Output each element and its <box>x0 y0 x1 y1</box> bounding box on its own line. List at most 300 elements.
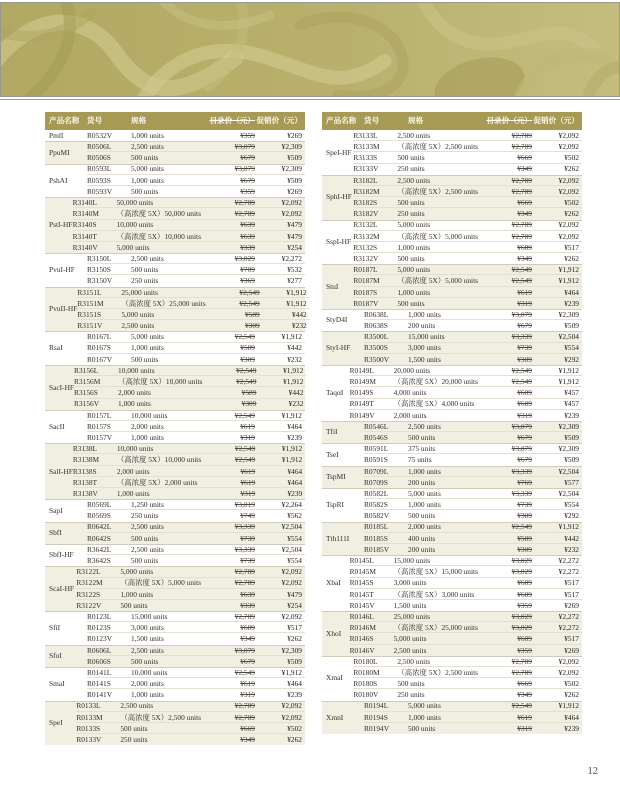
table-row <box>76 723 305 734</box>
page-number: 12 <box>587 766 598 777</box>
list-price-cell: ¥3,029 <box>234 253 255 263</box>
spec-cell: （高浓度 5X）2,500 units <box>120 712 201 722</box>
list-price-cell: ¥2,549 <box>511 265 532 275</box>
catalog-number-cell: R3138T <box>72 477 98 487</box>
product-name: SfoI <box>49 651 62 661</box>
spec-cell: 15,000 units <box>131 611 168 621</box>
list-price-cell: ¥2,789 <box>511 656 532 666</box>
spec-cell: 2,500 units <box>121 321 155 331</box>
col-header-promo-price: 促销价（元） <box>533 116 579 126</box>
list-price-cell: ¥2,789 <box>511 175 532 185</box>
spec-cell: 5,000 units <box>397 220 431 230</box>
spec-cell: 1,000 units <box>131 432 164 442</box>
spec-cell: （高浓度 5X）2,500 units <box>397 142 478 152</box>
table-row <box>77 287 309 298</box>
spec-cell: 1,000 units <box>408 309 441 319</box>
product-name: ScaI-HF <box>49 583 75 593</box>
list-price-cell: ¥739 <box>517 343 532 353</box>
promo-price-cell: ¥502 <box>564 679 579 689</box>
spec-cell: 500 units <box>397 153 425 163</box>
table-row <box>87 544 305 555</box>
product-name: PstI-HF <box>49 220 73 230</box>
list-price-cell: ¥349 <box>517 209 532 219</box>
table-row <box>76 701 305 712</box>
catalog-number-cell: R0185V <box>364 544 390 554</box>
list-price-cell: ¥2,789 <box>511 220 532 230</box>
spec-cell: 25,000 units <box>121 287 158 297</box>
table-row <box>353 298 582 309</box>
table-row <box>364 331 582 342</box>
product-name: StyI-HF <box>326 343 351 353</box>
catalog-number-cell: R0194S <box>364 712 388 722</box>
product-group <box>45 141 305 163</box>
catalog-number-cell: R0593S <box>87 175 111 185</box>
catalog-number-cell: R3182M <box>353 186 380 196</box>
table-row <box>364 466 582 477</box>
table-row <box>73 477 305 488</box>
spec-cell: 2,500 units <box>131 522 164 532</box>
table-row <box>353 689 582 700</box>
product-name: StyD4I <box>326 315 348 325</box>
promo-price-cell: ¥509 <box>287 153 302 163</box>
list-price-cell: ¥349 <box>240 735 255 745</box>
catalog-number-cell: R0146M <box>349 623 376 633</box>
promo-price-cell: ¥2,092 <box>281 209 302 219</box>
table-row <box>364 354 582 365</box>
table-row <box>353 656 582 667</box>
table-row <box>364 712 582 723</box>
list-price-cell: ¥739 <box>240 556 255 566</box>
promo-price-cell: ¥2,272 <box>558 556 579 566</box>
list-price-cell: ¥679 <box>240 175 255 185</box>
promo-price-cell: ¥1,912 <box>558 701 579 711</box>
promo-price-cell: ¥2,092 <box>281 701 302 711</box>
catalog-number-cell: R0157S <box>87 421 111 431</box>
spec-cell: 500 units <box>397 253 425 263</box>
catalog-number-cell: R3133S <box>353 153 378 163</box>
list-price-cell: ¥3,339 <box>511 332 532 342</box>
catalog-number-cell: R0133M <box>76 712 103 722</box>
catalog-number-cell: R3151M <box>77 298 104 308</box>
list-price-cell: ¥349 <box>517 690 532 700</box>
promo-price-cell: ¥262 <box>564 253 579 263</box>
list-price-cell: ¥609 <box>517 388 532 398</box>
spec-cell: 1,000 units <box>116 488 150 498</box>
promo-price-cell: ¥464 <box>287 421 302 431</box>
product-group <box>322 443 582 465</box>
list-price-cell: ¥669 <box>517 153 532 163</box>
product-group <box>45 611 305 645</box>
promo-price-cell: ¥2,309 <box>558 421 579 431</box>
product-group <box>45 253 305 287</box>
list-price-cell: ¥2,549 <box>236 365 257 375</box>
product-name: PvuI-HF <box>49 265 75 275</box>
catalog-number-cell: R0157L <box>87 410 112 420</box>
col-header-promo-price: 促销价（元） <box>256 116 302 126</box>
catalog-number-cell: R3140L <box>72 198 97 208</box>
table-row <box>73 454 305 465</box>
table-row <box>364 309 582 320</box>
catalog-number-cell: R0185S <box>364 533 388 543</box>
spec-cell: 400 units <box>408 533 436 543</box>
table-row <box>87 432 305 443</box>
table-row <box>87 611 305 622</box>
list-price-cell: ¥319 <box>517 298 532 308</box>
list-price-cell: ¥349 <box>240 634 255 644</box>
spec-cell: （高浓度 5X）50,000 units <box>116 209 201 219</box>
catalog-number-cell: R0180L <box>353 656 378 666</box>
catalog-number-cell: R3182L <box>353 175 378 185</box>
list-price-cell: ¥2,789 <box>234 712 255 722</box>
table-row <box>76 600 305 611</box>
spec-cell: 1,000 units <box>397 287 431 297</box>
list-price-cell: ¥709 <box>240 265 255 275</box>
product-group <box>322 309 582 331</box>
spec-cell: 1,000 units <box>408 500 441 510</box>
list-price-cell: ¥369 <box>240 276 255 286</box>
promo-price-cell: ¥554 <box>287 556 302 566</box>
spec-cell: 2,000 units <box>131 679 164 689</box>
table-row <box>353 197 582 208</box>
catalog-number-cell: R3138V <box>72 488 98 498</box>
spec-cell: 1,500 units <box>131 634 164 644</box>
promo-price-cell: ¥479 <box>287 231 302 241</box>
catalog-number-cell: R0133L <box>76 701 101 711</box>
list-price-cell: ¥2,549 <box>236 377 257 387</box>
spec-cell: 10,000 units <box>116 444 154 454</box>
spec-cell: 1,000 units <box>118 399 151 409</box>
list-price-cell: ¥2,549 <box>234 455 256 465</box>
table-row <box>87 622 305 633</box>
promo-price-cell: ¥2,272 <box>281 253 302 263</box>
spec-cell: 500 units <box>397 198 425 208</box>
list-price-cell: ¥3,079 <box>234 645 255 655</box>
spec-cell: 5,000 units <box>397 265 431 275</box>
promo-price-cell: ¥2,272 <box>558 567 579 577</box>
list-price-cell: ¥389 <box>517 511 532 521</box>
list-price-cell: ¥669 <box>517 679 532 689</box>
table-row <box>73 208 305 219</box>
promo-price-cell: ¥2,309 <box>281 142 302 152</box>
table-row <box>74 376 306 387</box>
promo-price-cell: ¥1,912 <box>283 377 304 387</box>
promo-price-cell: ¥269 <box>564 600 579 610</box>
spec-cell: 200 units <box>408 321 436 331</box>
catalog-number-cell: R3182V <box>353 209 379 219</box>
list-price-cell: ¥589 <box>240 343 255 353</box>
list-price-cell: ¥319 <box>240 432 255 442</box>
product-name: Tth111I <box>326 533 350 543</box>
product-group <box>45 164 305 198</box>
catalog-number-cell: R0194L <box>364 701 389 711</box>
catalog-number-cell: R0709L <box>364 466 389 476</box>
table-row <box>73 488 305 499</box>
col-header-spec: 规格 <box>408 116 424 126</box>
spec-cell: 10,000 units <box>131 410 168 420</box>
promo-price-cell: ¥2,092 <box>558 220 579 230</box>
list-price-cell: ¥609 <box>517 399 532 409</box>
catalog-number-cell: R0149M <box>349 377 376 387</box>
promo-price-cell: ¥2,092 <box>558 667 579 677</box>
col-header-catalog: 货号 <box>364 116 380 126</box>
promo-price-cell: ¥554 <box>564 500 579 510</box>
table-row <box>76 712 305 723</box>
list-price-cell: ¥739 <box>240 533 255 543</box>
table-row <box>364 522 582 533</box>
list-price-cell: ¥2,549 <box>511 522 532 532</box>
col-header-list-price: 目录价（元） <box>209 116 255 126</box>
catalog-number-cell: R3133L <box>353 130 378 140</box>
promo-price-cell: ¥517 <box>564 589 579 599</box>
spec-cell: 2,000 units <box>118 388 151 398</box>
table-header <box>45 112 305 130</box>
list-price-cell: ¥669 <box>517 198 532 208</box>
promo-price-cell: ¥532 <box>287 265 302 275</box>
promo-price-cell: ¥517 <box>564 634 579 644</box>
col-header-product: 产品名称 <box>49 116 80 126</box>
catalog-number-cell: R0145V <box>349 600 375 610</box>
promo-price-cell: ¥464 <box>287 466 303 476</box>
catalog-number-cell: R3642L <box>87 544 112 554</box>
product-name: SalI-HF <box>49 466 73 476</box>
promo-price-cell: ¥1,912 <box>558 265 579 275</box>
promo-price-cell: ¥2,092 <box>281 578 302 588</box>
list-price-cell: ¥2,789 <box>234 198 255 208</box>
list-price-cell: ¥2,549 <box>234 410 255 420</box>
list-price-cell: ¥2,789 <box>234 701 255 711</box>
list-price-cell: ¥3,029 <box>511 556 532 566</box>
catalog-number-cell: R0180V <box>353 690 379 700</box>
catalog-number-cell: R0157V <box>87 432 113 442</box>
table-row <box>353 275 582 286</box>
spec-cell: （高浓度 5X）2,500 units <box>397 186 478 196</box>
table-row <box>364 723 582 734</box>
table-row <box>353 287 582 298</box>
list-price-cell: ¥3,079 <box>511 444 532 454</box>
table-row <box>87 633 305 644</box>
promo-price-cell: ¥1,912 <box>286 287 307 297</box>
spec-cell: 2,500 units <box>393 645 427 655</box>
spec-cell: 5,000 units <box>393 634 427 644</box>
product-group <box>322 175 582 220</box>
spec-cell: 15,000 units <box>408 332 445 342</box>
promo-price-cell: ¥262 <box>564 164 579 174</box>
table-row <box>87 533 305 544</box>
table-row <box>350 600 582 611</box>
spec-cell: （高浓度 5X）2,000 units <box>116 477 198 487</box>
product-name: TseI <box>326 449 339 459</box>
catalog-number-cell: R3132M <box>353 231 380 241</box>
list-price-cell: ¥619 <box>240 466 256 476</box>
catalog-number-cell: R0569L <box>87 500 112 510</box>
list-price-cell: ¥3,339 <box>234 544 255 554</box>
promo-price-cell: ¥277 <box>287 276 302 286</box>
list-price-cell: ¥349 <box>517 164 532 174</box>
table-row <box>87 667 305 678</box>
list-price-cell: ¥319 <box>240 488 256 498</box>
product-group <box>322 656 582 701</box>
catalog-number-cell: R0591S <box>364 455 388 465</box>
table-row <box>77 298 309 309</box>
list-price-cell: ¥679 <box>240 153 255 163</box>
product-name: XmaI <box>326 673 343 683</box>
list-price-cell: ¥679 <box>517 432 532 442</box>
spec-cell: 3,000 units <box>408 343 441 353</box>
table-row <box>353 141 582 152</box>
catalog-number-cell: R0582V <box>364 511 390 521</box>
table-row <box>87 264 305 275</box>
table-row <box>350 566 582 577</box>
catalog-number-cell: R0133V <box>76 735 102 745</box>
list-price-cell: ¥309 <box>244 321 260 331</box>
table-row <box>73 231 305 242</box>
promo-price-cell: ¥1,912 <box>281 455 303 465</box>
catalog-number-cell: R0149V <box>349 410 375 420</box>
promo-price-cell: ¥517 <box>287 623 302 633</box>
promo-price-cell: ¥269 <box>287 186 302 196</box>
product-group <box>322 555 582 611</box>
promo-price-cell: ¥509 <box>564 455 579 465</box>
spec-cell: 1,250 units <box>131 500 164 510</box>
list-price-cell: ¥3,339 <box>234 522 255 532</box>
catalog-number-cell: R0187V <box>353 298 379 308</box>
spec-cell: 500 units <box>131 186 159 196</box>
spec-cell: （高浓度 5X）5,000 units <box>397 276 478 286</box>
spec-cell: 500 units <box>131 153 159 163</box>
spec-cell: 2,000 units <box>131 421 164 431</box>
spec-cell: 25,000 units <box>393 611 431 621</box>
promo-price-cell: ¥239 <box>564 410 579 420</box>
list-price-cell: ¥3,029 <box>511 567 532 577</box>
product-name: SmaI <box>49 679 65 689</box>
product-name: SacI-HF <box>49 382 75 392</box>
promo-price-cell: ¥1,912 <box>558 377 579 387</box>
promo-price-cell: ¥262 <box>564 209 579 219</box>
promo-price-cell: ¥2,092 <box>558 130 579 140</box>
spec-cell: 1,000 units <box>120 589 154 599</box>
spec-cell: （高浓度 5X）10,000 units <box>116 231 201 241</box>
catalog-number-cell: R0606S <box>87 656 111 666</box>
table-row <box>87 510 305 521</box>
table-row <box>87 354 305 365</box>
promo-price-cell: ¥2,504 <box>558 488 579 498</box>
product-name: SapI <box>49 505 63 515</box>
table-row <box>353 130 582 141</box>
list-price-cell: ¥2,789 <box>234 567 255 577</box>
table-row <box>364 499 582 510</box>
promo-price-cell: ¥502 <box>564 153 579 163</box>
catalog-number-cell: R0180M <box>353 667 380 677</box>
product-name: SbfI <box>49 528 62 538</box>
list-price-cell: ¥679 <box>240 656 255 666</box>
catalog-number-cell: R3182S <box>353 198 378 208</box>
spec-cell: （高浓度 5X）10,000 units <box>118 377 203 387</box>
list-price-cell: ¥639 <box>240 220 255 230</box>
spec-cell: 2,000 units <box>408 522 441 532</box>
product-name: TaqαI <box>326 388 344 398</box>
list-price-cell: ¥2,789 <box>234 578 255 588</box>
catalog-number-cell: R3150V <box>87 276 113 286</box>
table-row <box>353 208 582 219</box>
table-row <box>87 141 305 152</box>
catalog-number-cell: R0146L <box>349 611 374 621</box>
promo-price-cell: ¥464 <box>564 712 579 722</box>
spec-cell: 500 units <box>120 723 148 733</box>
list-price-cell: ¥309 <box>240 354 255 364</box>
catalog-number-cell: R3132L <box>353 220 378 230</box>
promo-price-cell: ¥464 <box>287 477 303 487</box>
spec-cell: 2,500 units <box>397 656 431 666</box>
catalog-number-cell: R0642L <box>87 522 112 532</box>
spec-cell: 20,000 units <box>393 365 431 375</box>
promo-price-cell: ¥262 <box>564 690 579 700</box>
list-price-cell: ¥389 <box>517 354 532 364</box>
promo-price-cell: ¥464 <box>287 679 302 689</box>
spec-cell: （高浓度 5X）5,000 units <box>397 231 478 241</box>
catalog-number-cell: R0167S <box>87 343 111 353</box>
product-group <box>45 331 305 365</box>
table-row <box>353 678 582 689</box>
promo-price-cell: ¥1,912 <box>286 298 307 308</box>
table-row <box>77 309 309 320</box>
spec-cell: （高浓度 5X）15,000 units <box>393 567 478 577</box>
list-price-cell: ¥2,789 <box>511 231 532 241</box>
table-row <box>364 432 582 443</box>
product-name: TspMI <box>326 472 346 482</box>
product-name: PvuII-HF <box>49 304 78 314</box>
spec-cell: 500 units <box>397 298 425 308</box>
catalog-number-cell: R0123L <box>87 611 112 621</box>
table-row <box>364 544 582 555</box>
catalog-number-cell: R3122L <box>76 567 101 577</box>
spec-cell: 2,500 units <box>120 701 154 711</box>
table-row <box>87 186 305 197</box>
list-price-cell: ¥309 <box>241 399 257 409</box>
promo-price-cell: ¥1,912 <box>558 365 579 375</box>
table-row <box>353 667 582 678</box>
list-price-cell: ¥2,549 <box>511 276 532 286</box>
catalog-number-cell: R3140T <box>72 231 97 241</box>
promo-price-cell: ¥262 <box>287 634 302 644</box>
spec-cell: 5,000 units <box>121 309 155 319</box>
table-row <box>87 343 305 354</box>
spec-cell: （高浓度 5X）3,000 units <box>393 589 475 599</box>
list-price-cell: ¥769 <box>517 477 532 487</box>
table-row <box>364 477 582 488</box>
catalog-number-cell: R0141L <box>87 667 112 677</box>
promo-price-cell: ¥1,912 <box>281 332 302 342</box>
catalog-number-cell: R0185L <box>364 522 389 532</box>
list-price-cell: ¥739 <box>517 500 532 510</box>
catalog-number-cell: R3642S <box>87 556 111 566</box>
product-name: SpeI-HF <box>326 147 352 157</box>
product-name: RsaI <box>49 343 63 353</box>
list-price-cell: ¥3,079 <box>234 164 255 174</box>
promo-price-cell: ¥2,264 <box>281 500 302 510</box>
list-price-cell: ¥3,029 <box>511 611 532 621</box>
list-price-cell: ¥359 <box>240 186 255 196</box>
product-name: StuI <box>326 281 339 291</box>
product-name: SbfI-HF <box>49 550 74 560</box>
product-name: TfiI <box>326 427 338 437</box>
spec-cell: 250 units <box>397 209 425 219</box>
table-row <box>353 175 582 186</box>
product-group <box>45 365 305 410</box>
spec-cell: 2,000 units <box>393 410 427 420</box>
list-price-cell: ¥689 <box>240 623 255 633</box>
table-row <box>76 578 305 589</box>
table-row <box>353 186 582 197</box>
